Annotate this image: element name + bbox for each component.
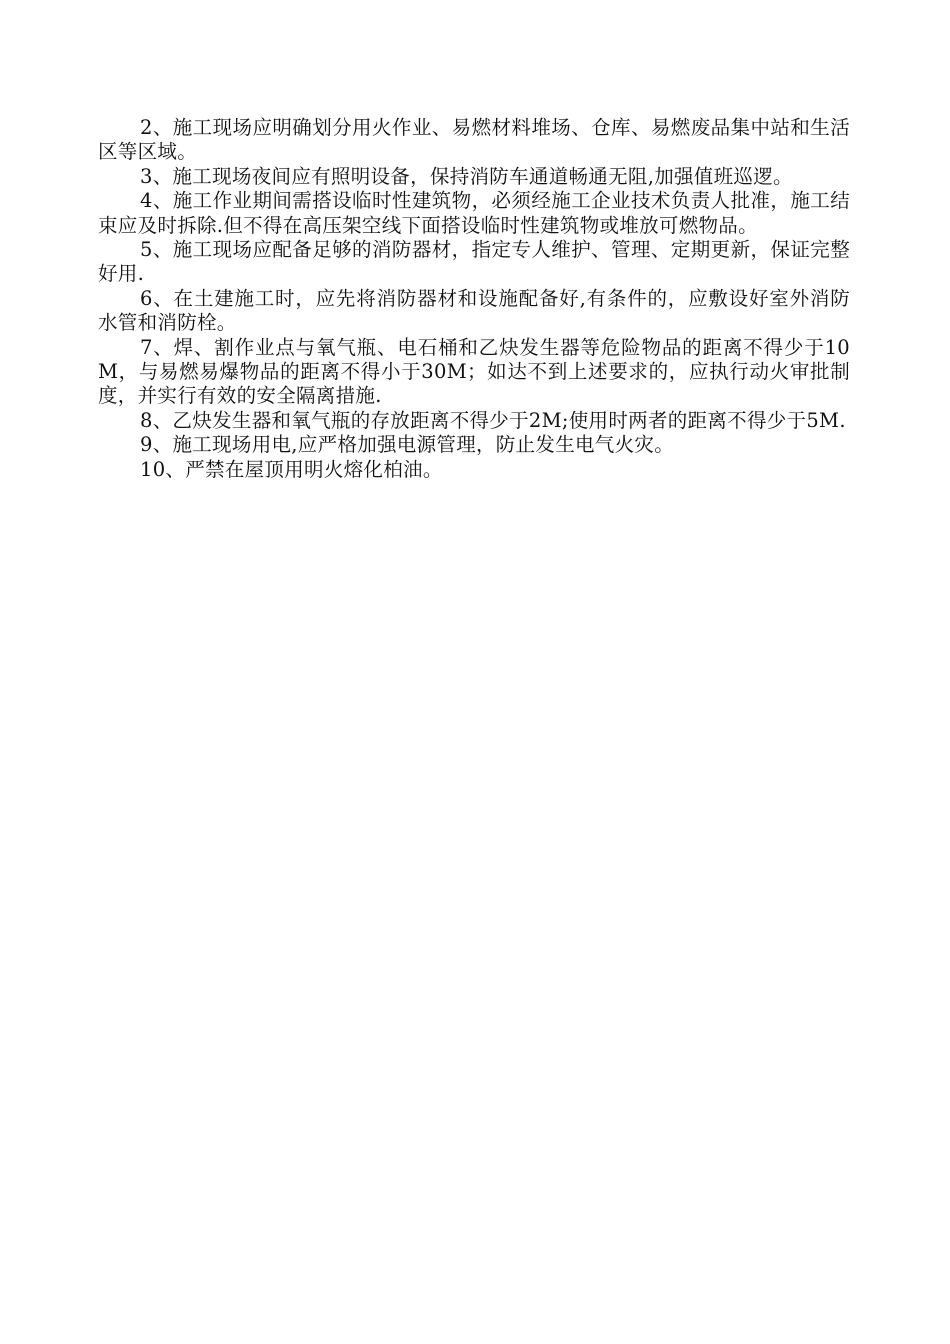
paragraph-item-9: 9、施工现场用电,应严格加强电源管理，防止发生电气火灾。 [140,433,675,457]
paragraph-item-6: 6、在土建施工时，应先将消防器材和设施配备好,有条件的，应敷设好室外消防水管和消防栓。 [98,286,850,335]
paragraph-item-2: 2、施工现场应明确划分用火作业、易燃材料堆场、仓库、易燃废品集中站和生活区等区域。 [98,116,850,164]
paragraph-item-5: 5、施工现场应配备足够的消防器材，指定专人维护、管理、定期更新，保证完整好用. [98,238,850,286]
paragraph-item-10: 10、严禁在屋顶用明火熔化柏油。 [140,457,443,481]
paragraph-item-4: 4、施工作业期间需搭设临时性建筑物，必须经施工企业技术负责人批准，施工结束应及时拆除.但不得在高压架空线下面搭设临时性建筑物或堆放可燃物品。 [98,189,850,237]
paragraph-item-7: 7、焊、割作业点与氧气瓶、电石桶和乙炔发生器等危险物品的距离不得少于10M，与易燃易爆物品的距离不得小于30M；如达不到上述要求的，应执行动火审批制度，并实行有效的安全隔离措施. [98,335,850,408]
paragraph-item-3: 3、施工现场夜间应有照明设备，保持消防车通道畅通无阻,加强值班巡逻。 [140,164,793,188]
paragraph-item-8: 8、乙炔发生器和氧气瓶的存放距离不得少于2M;使用时两者的距离不得少于5M. [140,408,846,432]
document-body [98,116,850,482]
